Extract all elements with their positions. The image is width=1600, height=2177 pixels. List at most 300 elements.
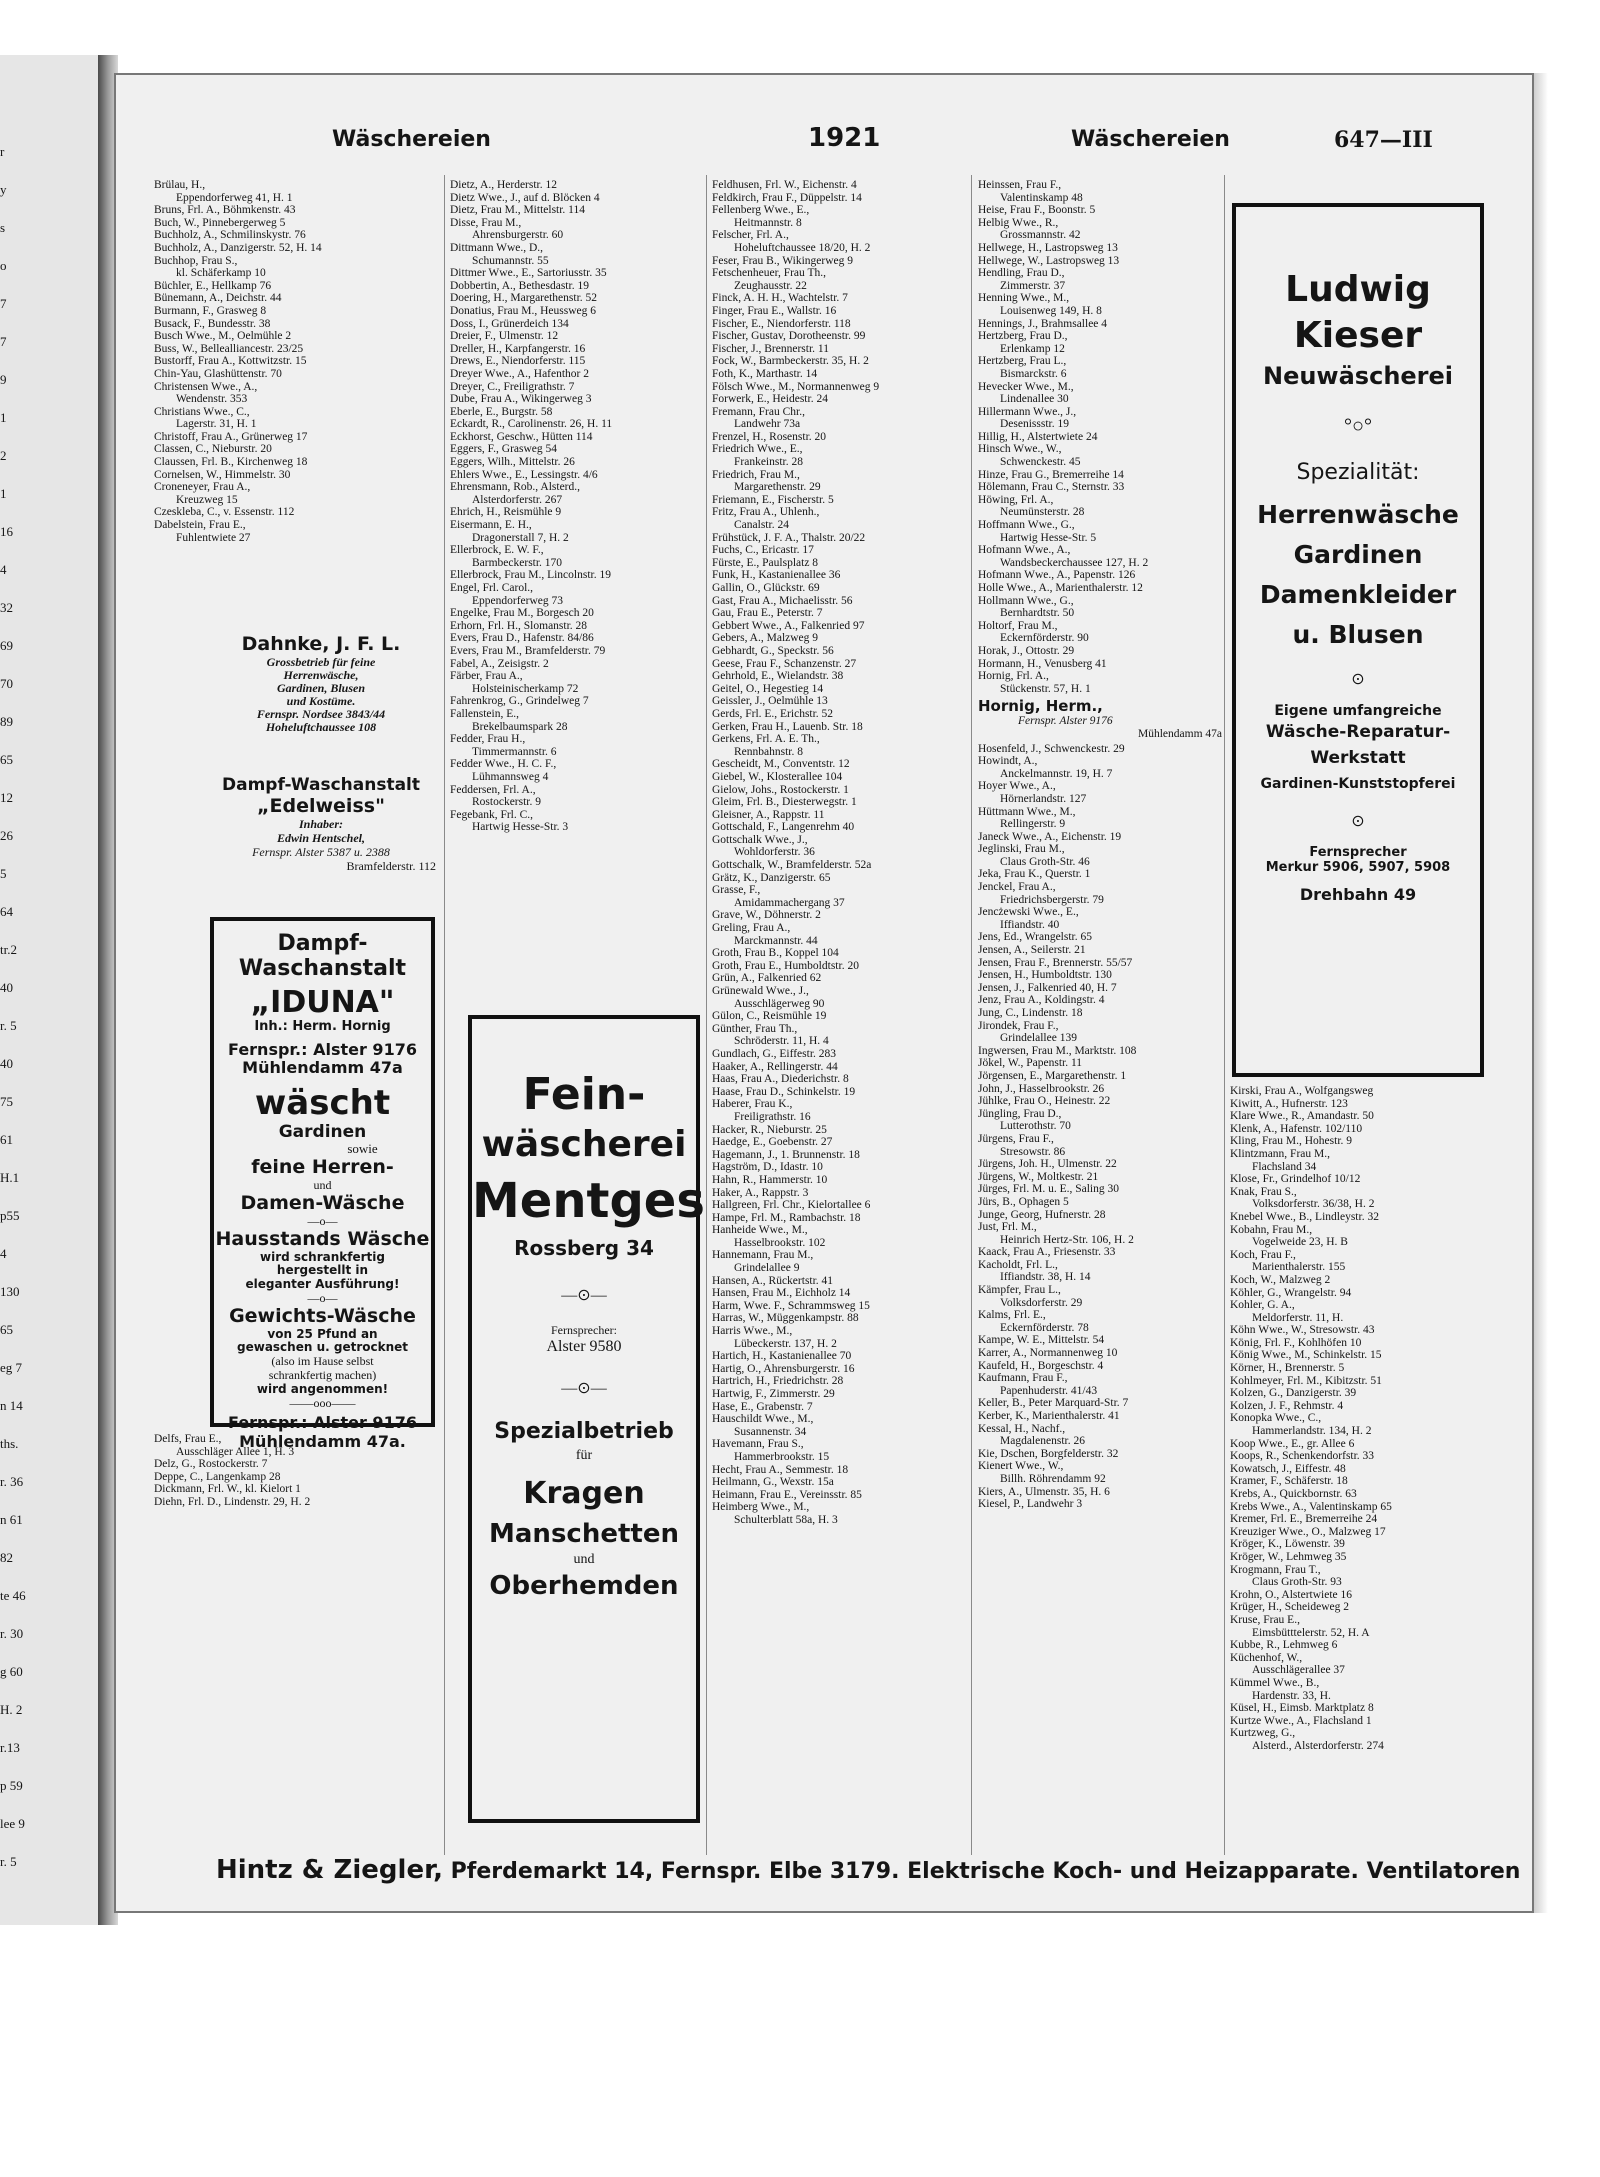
directory-entry-line: Eberle, E., Burgstr. 58 (450, 405, 553, 418)
directory-entry-line: Kalms, Frl. E., (978, 1309, 1046, 1322)
directory-entry-line: Koops, R., Schenkendorfstr. 33 (1230, 1450, 1375, 1463)
directory-entry-line: Hendling, Frau D., (978, 267, 1065, 280)
directory-entry-line: Kaufmann, Frau F., (978, 1372, 1068, 1385)
previous-page-fragment: 75 (0, 1094, 13, 1109)
directory-entry-line: Ingwersen, Frau M., Marktstr. 108 (978, 1044, 1137, 1057)
directory-entry-line: Kolzen, J. F., Rehmstr. 4 (1230, 1399, 1344, 1412)
directory-entry-line: Kramer, F., Schäferstr. 18 (1230, 1475, 1348, 1488)
directory-entry-line: Busack, F., Bundesstr. 38 (154, 317, 271, 330)
directory-entry-line: Kröger, K., Löwenstr. 39 (1230, 1538, 1345, 1551)
ad-kieser-line: Wäsche-Reparatur- (1265, 722, 1451, 742)
directory-entry-line: Czeskleba, C., v. Essenstr. 112 (154, 506, 295, 519)
directory-entry-line: Rellingerstr. 9 (1000, 818, 1066, 831)
ad-mentges-separator: —⊙— (561, 1287, 607, 1304)
directory-entry-line: Buss, W., Bellealliancestr. 23/25 (154, 342, 304, 355)
ad-dahnke (206, 633, 436, 734)
directory-entry-line: Dittmer Wwe., E., Sartoriusstr. 35 (450, 267, 607, 280)
ad-iduna-line: Dampf- (277, 931, 368, 956)
directory-entry-line: Hase, E., Grabenstr. 7 (712, 1400, 813, 1413)
directory-entry-line: Grätz, K., Danzigerstr. 65 (712, 871, 831, 884)
directory-entry-line: Kiwitt, A., Hufnerstr. 123 (1230, 1097, 1348, 1110)
directory-entry-line: Körner, H., Brennerstr. 5 (1230, 1362, 1345, 1375)
directory-entry-line: Köhn Wwe., W., Stresowstr. 43 (1230, 1324, 1375, 1337)
directory-entry-line: Claus Groth-Str. 93 (1252, 1576, 1342, 1589)
directory-entry-line: Köhler, G., Wrangelstr. 94 (1230, 1286, 1352, 1299)
ad-iduna-line: von 25 Pfund an (267, 1326, 378, 1341)
directory-entry-line: Kirski, Frau A., Wolfgangsweg (1230, 1085, 1374, 1097)
directory-entry-line: Ausschläger Allee 1, H. 3 (176, 1445, 295, 1458)
previous-page-fragment: 1 (0, 486, 7, 501)
directory-entry-line: Gallin, O., Glückstr. 69 (712, 582, 820, 594)
directory-entry-line: Hofmann Wwe., A., Papenstr. 126 (978, 569, 1136, 582)
ad-mentges-name: Mentges (472, 1173, 705, 1229)
directory-entry-line: Harm, Wwe. F., Schrammsweg 15 (712, 1299, 870, 1312)
hornig-notice (978, 697, 1222, 740)
directory-entry-line: Classen, C., Nieburstr. 20 (154, 443, 272, 456)
directory-entry-line: Krebs Wwe., A., Valentinskamp 65 (1230, 1500, 1392, 1513)
ad-iduna-line: wird schrankfertig (260, 1249, 385, 1264)
directory-entry-line: Schröderstr. 11, H. 4 (734, 1035, 829, 1048)
directory-entry-line: Fischer, J., Brennerstr. 11 (712, 342, 829, 355)
ad-iduna-name: „IDUNA" (250, 984, 395, 1020)
previous-page-fragment: 7 (0, 296, 7, 311)
directory-entry-line: Dragonerstall 7, H. 2 (472, 531, 569, 544)
directory-entry-line: Helbig Wwe., R., (978, 216, 1059, 229)
directory-entry-line: Giebel, W., Klosterallee 104 (712, 770, 843, 783)
directory-entry-line: Hansen, Frau M., Eichholz 14 (712, 1287, 851, 1300)
directory-entry-line: Koop Wwe., E., gr. Allee 6 (1230, 1437, 1355, 1450)
directory-entry-line: Kohler, G. A., (1230, 1299, 1295, 1312)
directory-entry-line: Grave, W., Döhnerstr. 2 (712, 909, 821, 922)
directory-entry-line: Jürgens, W., Moltkestr. 21 (978, 1170, 1099, 1183)
directory-entry-line: Forwerk, E., Heidestr. 24 (712, 393, 828, 406)
ad-iduna-line: hergestellt in (276, 1263, 369, 1278)
ad-iduna-line: Damen-Wäsche (240, 1192, 405, 1215)
directory-entry-line: Barmbeckerstr. 170 (472, 556, 563, 569)
directory-entry-line: Fuchs, C., Ericastr. 17 (712, 544, 814, 557)
directory-entry-line: Hahn, R., Hammerstr. 10 (712, 1173, 828, 1186)
ad-kieser-box (1232, 203, 1484, 1077)
directory-entry-line: Fedder Wwe., H. C. F., (450, 758, 557, 771)
directory-entry-line: Krogmann, Frau T., (1230, 1563, 1321, 1576)
directory-entry-line: Jenz, Frau A., Koldingstr. 4 (978, 994, 1105, 1007)
directory-entry-line: Grossmannstr. 42 (1000, 229, 1081, 242)
directory-entry-line: Volksdorferstr. 29 (1000, 1296, 1083, 1309)
directory-entry-line: Bismarckstr. 6 (1000, 367, 1067, 380)
directory-entry-line: Kurtzweg, G., (1230, 1727, 1296, 1740)
ad-iduna-phone: Fernspr.: Alster 9176 (228, 1413, 417, 1433)
directory-entry-line: Flachsland 34 (1252, 1160, 1317, 1173)
directory-entry-line: Bernhardtstr. 50 (1000, 607, 1075, 620)
column-rule (706, 175, 707, 1855)
directory-entry-line: Kurtze Wwe., A., Flachsland 1 (1230, 1714, 1372, 1727)
directory-entry-line: Wendenstr. 353 (176, 393, 248, 406)
previous-page-fragment: 16 (0, 524, 13, 539)
directory-entry-line: Heimberg Wwe., M., (712, 1501, 810, 1514)
previous-page-fragment: y (0, 182, 7, 197)
directory-entry-line: Kaack, Frau A., Friesenstr. 33 (978, 1246, 1116, 1259)
directory-entry-line: Keller, B., Peter Marquard-Str. 7 (978, 1397, 1129, 1410)
directory-entry-line: Desenissstr. 19 (1000, 418, 1069, 431)
directory-entry-line: Anckelmannstr. 19, H. 7 (1000, 767, 1113, 780)
directory-entry-line: Hanheide Wwe., M., (712, 1224, 808, 1237)
previous-page-fragment: 1 (0, 410, 7, 425)
directory-entry-line: Geese, Frau F., Schanzenstr. 27 (712, 657, 857, 670)
directory-entry-line: Fremann, Frau Chr., (712, 405, 805, 418)
ad-iduna-address: Mühlendamm 47a. (239, 1431, 406, 1451)
directory-entry-line: Horak, J., Ottostr. 29 (978, 644, 1075, 657)
directory-entry-line: Harris Wwe., M., (712, 1325, 793, 1338)
previous-page-fragment: 70 (0, 676, 13, 691)
directory-entry-line: kl. Schäferkamp 10 (176, 267, 266, 280)
directory-entry-line: Klose, Fr., Grindelhof 10/12 (1230, 1173, 1361, 1186)
directory-entry-line: Hennings, J., Brahmsallee 4 (978, 317, 1108, 330)
directory-entry-line: Dreyer, C., Freiligrathstr. 7 (450, 380, 575, 393)
directory-entry-line: Ehrich, H., Reismühle 9 (450, 506, 562, 519)
ad-edelweiss-name: „Edelweiss" (257, 795, 385, 817)
directory-entry-line: Gülon, C., Reismühle 19 (712, 1010, 827, 1023)
directory-entry-line: Heinssen, Frau F., (978, 179, 1062, 191)
ad-iduna-line: Waschanstalt (238, 956, 407, 982)
directory-entry-line: Klenk, A., Hafenstr. 102/110 (1230, 1122, 1363, 1135)
directory-entry-line: Kiers, A., Ulmenstr. 35, H. 6 (978, 1485, 1110, 1498)
directory-entry-line: Buchholz, A., Danzigerstr. 52, H. 14 (154, 241, 322, 254)
directory-entry-line: Feldkirch, Frau F., Düppelstr. 14 (712, 191, 862, 204)
ad-dahnke-line: Fernspr. Nordsee 3843/44 (256, 707, 386, 721)
directory-entry-line: Diehn, Frl. D., Lindenstr. 29, H. 2 (154, 1495, 311, 1508)
directory-entry-line: Zeughausstr. 22 (734, 279, 807, 292)
directory-entry-line: Jenckel, Frau A., (978, 881, 1056, 894)
previous-page-fragment: H. 2 (0, 1702, 23, 1717)
ad-kieser-line: Werkstatt (1310, 748, 1406, 768)
directory-entry-line: Delfs, Frau E., (154, 1433, 222, 1445)
directory-entry-line: Krüger, H., Scheideweg 2 (1230, 1601, 1349, 1614)
directory-entry-line: Frankeinstr. 28 (734, 456, 803, 469)
directory-entry-line: Hartwig Hesse-Str. 3 (472, 821, 569, 834)
directory-entry-line: Hartwig Hesse-Str. 5 (1000, 531, 1097, 544)
directory-entry-line: Billh. Röhrendamm 92 (1000, 1472, 1106, 1485)
directory-entry-line: Küsel, H., Eimsb. Marktplatz 8 (1230, 1702, 1374, 1715)
directory-entry-line: Buch, W., Pinnebergerweg 5 (154, 216, 286, 229)
directory-entry-line: Fritz, Frau A., Uhlenh., (712, 506, 820, 519)
directory-entry-line: Kruse, Frau E., (1230, 1613, 1300, 1626)
previous-page-fragment: 5 (0, 866, 7, 881)
ad-kieser-separator-icon: ⊙ (1351, 671, 1365, 688)
ad-dahnke-line: Grossbetrieb für feine (266, 655, 376, 669)
directory-entry-line: Kiesel, P., Landwehr 3 (978, 1498, 1083, 1511)
directory-entry-line: Fedder, Frau H., (450, 733, 526, 746)
directory-entry-line: Kümmel Wwe., B., (1230, 1676, 1320, 1689)
ad-mentges-box (468, 1015, 705, 1823)
directory-entry-line: Hörnerlandstr. 127 (1000, 792, 1087, 805)
directory-entry-line: Hollmann Wwe., G., (978, 594, 1074, 607)
directory-entry-line: Engel, Frl. Carol., (450, 582, 534, 594)
previous-page-fragment: 32 (0, 600, 13, 615)
ad-iduna-line: eleganter Ausführung! (245, 1277, 400, 1292)
directory-entry-line: Karrer, A., Normannenweg 10 (978, 1347, 1118, 1360)
directory-entry-line: Klintzmann, Frau M., (1230, 1147, 1330, 1160)
directory-entry-line: Hosenfeld, J., Schwenckestr. 29 (978, 742, 1125, 755)
footer-advertisement (216, 1855, 1520, 1885)
directory-entry-line: Gebhardt, G., Speckstr. 56 (712, 644, 834, 657)
previous-page-fragment: 9 (0, 372, 7, 387)
directory-entry-line: Hormann, H., Venusberg 41 (978, 657, 1107, 670)
directory-entry-line: Cornelsen, W., Himmelstr. 30 (154, 468, 291, 481)
directory-entry-line: Lübeckerstr. 137, H. 2 (734, 1337, 837, 1350)
directory-entry-line: Gehrhold, E., Wielandstr. 38 (712, 670, 844, 683)
directory-entry-line: Kobahn, Frau M., (1230, 1223, 1313, 1236)
directory-entry-line: Bustorff, Frau A., Kottwitzstr. 15 (154, 355, 307, 368)
ad-kieser-address: Drehbahn 49 (1299, 885, 1417, 904)
ad-kieser-separator-icon: ⊙ (1351, 813, 1365, 830)
directory-entry-line: Gundlach, G., Eiffestr. 283 (712, 1047, 837, 1060)
directory-entry-line: Holtorf, Frau M., (978, 619, 1058, 632)
ad-iduna-phone: Fernspr.: Alster 9176 (228, 1040, 417, 1060)
previous-page-fragment: r. 5 (0, 1018, 17, 1033)
directory-entry-line: Eckernförderstr. 78 (1000, 1321, 1089, 1334)
directory-entry-line: Neumünsterstr. 28 (1000, 506, 1085, 519)
directory-entry-line: Margarethenstr. 29 (734, 481, 821, 494)
directory-entry-line: Wandsbeckerchaussee 127, H. 2 (1000, 556, 1149, 569)
column-2-entries (450, 179, 702, 834)
previous-page-fragment: r.13 (0, 1740, 20, 1755)
directory-entry-line: Hammerbrookstr. 15 (734, 1450, 830, 1463)
directory-entry-line: Dickmann, Frl. W., kl. Kielort 1 (154, 1483, 301, 1496)
ad-edelweiss-line: Fernspr. Alster 5387 u. 2388 (252, 845, 390, 859)
directory-entry-line: Christians Wwe., C., (154, 405, 250, 418)
directory-entry-line: Foth, K., Marthastr. 14 (712, 367, 818, 380)
previous-page-fragment: o (0, 258, 7, 273)
previous-page-fragment: n 14 (0, 1398, 23, 1413)
directory-entry-line: Kienert Wwe., W., (978, 1460, 1064, 1473)
directory-entry-line: Finger, Frau E., Wallstr. 16 (712, 304, 837, 317)
directory-entry-line: Büchler, E., Hellkamp 76 (154, 279, 272, 292)
directory-entry-line: Kling, Frau M., Hohestr. 9 (1230, 1135, 1353, 1148)
previous-page-fragment: tr.2 (0, 942, 17, 957)
directory-entry-line: Grindelallee 139 (1000, 1032, 1077, 1045)
directory-entry-line: Landwehr 73a (734, 418, 801, 431)
directory-entry-line: Feser, Frau B., Wikingerweg 9 (712, 254, 853, 267)
ad-dahnke-line: und Kostüme. (286, 694, 356, 708)
ad-iduna-separator: ——ooo—— (289, 1395, 356, 1410)
directory-entry-line: Busch Wwe., M., Oelmühle 2 (154, 330, 292, 343)
directory-entry-line: Geissler, J., Oelmühle 13 (712, 695, 828, 708)
directory-entry-line: Hoyer Wwe., A., (978, 780, 1056, 793)
running-head-right: Wäschereien (1071, 127, 1230, 152)
column-3-entries (712, 179, 966, 1527)
directory-entry-line: Jirondek, Frau F., (978, 1019, 1059, 1032)
directory-entry-line: Hellwege, W., Lastropsweg 13 (978, 254, 1120, 267)
directory-entry-line: Grasse, F., (712, 884, 761, 897)
directory-entry-line: Evers, Frau D., Hafenstr. 84/86 (450, 632, 594, 645)
directory-entry-line: Knak, Frau S., (1230, 1185, 1297, 1198)
directory-entry-line: Holle Wwe., A., Marienthalerstr. 12 (978, 582, 1143, 594)
directory-entry-line: Hölemann, Frau C., Sternstr. 33 (978, 481, 1125, 494)
ad-mentges-line: Kragen (523, 1476, 645, 1511)
directory-entry-line: Hinsch Wwe., W., (978, 443, 1062, 456)
directory-entry-line: Hoffmann Wwe., G., (978, 519, 1075, 532)
directory-entry-line: Färber, Frau A., (450, 670, 523, 683)
directory-entry-line: Fabel, A., Zeisigstr. 2 (450, 657, 549, 670)
directory-entry-line: Dietz, A., Herderstr. 12 (450, 179, 557, 191)
directory-entry-line: Kröger, W., Lehmweg 35 (1230, 1550, 1347, 1563)
directory-entry-line: Brülau, H., (154, 179, 206, 191)
directory-entry-line: Eggers, F., Grasweg 54 (450, 443, 558, 456)
directory-entry-line: Kreuziger Wwe., O., Malzweg 17 (1230, 1525, 1386, 1538)
ad-edelweiss-line: Edwin Hentschel, (276, 831, 365, 845)
previous-page-fragment: p 59 (0, 1778, 23, 1793)
directory-entry-line: Hartrich, H., Friedrichstr. 28 (712, 1375, 844, 1388)
directory-entry-line: Burmann, F., Grasweg 8 (154, 304, 267, 317)
directory-entry-line: Dietz Wwe., J., auf d. Blöcken 4 (450, 191, 600, 204)
directory-entry-line: Hellwege, H., Lastropsweg 13 (978, 241, 1118, 254)
directory-entry-line: Rennbahnstr. 8 (734, 745, 803, 758)
ad-dahnke-title: Dahnke, J. F. L. (241, 633, 401, 655)
directory-entry-line: Hallgreen, Frl. Chr., Kielortallee 6 (712, 1199, 871, 1212)
previous-page-fragment: s (0, 220, 6, 235)
previous-page-fragment: r. 5 (0, 1854, 17, 1869)
directory-entry-line: Kerber, K., Marienthalerstr. 41 (978, 1410, 1120, 1422)
previous-page-fragment: 26 (0, 828, 13, 843)
previous-page-fragment: te 46 (0, 1588, 26, 1603)
directory-entry-line: Eisermann, E. H., (450, 519, 532, 532)
previous-page-fragment: r (0, 144, 5, 159)
directory-entry-line: Jeka, Frau K., Querstr. 1 (978, 868, 1091, 881)
column-5-entries (1230, 1085, 1522, 1752)
running-head-left: Wäschereien (332, 127, 491, 152)
previous-page-fragment: 2 (0, 448, 7, 463)
directory-entry-line: Gerkens, Frl. A. E. Th., (712, 733, 820, 746)
ad-kieser-line: Eigene umfangreiche (1274, 703, 1442, 719)
directory-entry-line: Gau, Frau E., Peterstr. 7 (712, 607, 823, 620)
directory-entry-line: Grün, A., Falkenried 62 (712, 972, 822, 985)
directory-entry-line: Louisenweg 149, H. 8 (1000, 304, 1102, 317)
directory-entry-line: Jeglinski, Frau M., (978, 843, 1065, 856)
previous-page-fragment: 4 (0, 1246, 7, 1261)
directory-entry-line: Buchholz, A., Schmilinskystr. 76 (154, 229, 306, 242)
ad-edelweiss-title: Dampf-Waschanstalt (221, 775, 420, 795)
directory-entry-line: Hartig, O., Ahrensburgerstr. 16 (712, 1362, 855, 1375)
directory-entry-line: Gleisner, A., Rappstr. 11 (712, 808, 825, 821)
directory-entry-line: Jürgens, Joh. H., Ulmenstr. 22 (978, 1158, 1117, 1171)
directory-entry-line: Eckernförderstr. 90 (1000, 632, 1089, 645)
previous-page-fragment: ths. (0, 1436, 19, 1451)
ad-dahnke-line: Hoheluftchaussee 108 (265, 720, 377, 734)
ad-iduna-line: und (313, 1178, 332, 1193)
directory-entry-line: Koch, Frau F., (1230, 1248, 1296, 1261)
directory-entry-line: Heilmann, G., Wexstr. 15a (712, 1476, 834, 1489)
directory-entry-line: Hauschildt Wwe., M., (712, 1413, 814, 1426)
directory-entry-line: Koch, W., Malzweg 2 (1230, 1273, 1331, 1286)
directory-entry-line: Schumannstr. 55 (472, 254, 549, 267)
directory-entry-line: Kreuzweg 15 (176, 493, 238, 506)
ad-iduna-separator: —o— (307, 1290, 338, 1305)
directory-entry-line: Deppe, C., Langenkamp 28 (154, 1470, 281, 1483)
directory-entry-line: Valentinskamp 48 (1000, 191, 1083, 204)
directory-entry-line: Engelke, Frau M., Borgesch 20 (450, 607, 594, 620)
directory-entry-line: Gescheidt, M., Conventstr. 12 (712, 758, 850, 771)
directory-page (114, 73, 1534, 1913)
directory-entry-line: Christoff, Frau A., Grünerweg 17 (154, 430, 308, 443)
directory-entry-line: Brekelbaumspark 28 (472, 720, 568, 733)
directory-entry-line: Ausschlägerweg 90 (734, 997, 825, 1010)
directory-entry-line: Friemann, E., Fischerstr. 5 (712, 493, 834, 506)
directory-entry-line: Delz, G., Rostockerstr. 7 (154, 1458, 268, 1471)
directory-entry-line: Volksdorferstr. 36/38, H. 2 (1252, 1198, 1375, 1211)
directory-entry-line: Fegebank, Frl. C., (450, 808, 534, 821)
directory-entry-line: Holsteinischerkamp 72 (472, 682, 579, 695)
directory-entry-line: Haas, Frau A., Diederichstr. 8 (712, 1073, 849, 1086)
ad-iduna-line: wird angenommen! (256, 1381, 389, 1396)
ad-iduna-box (210, 917, 435, 1451)
directory-entry-line: Gast, Frau A., Michaelisstr. 56 (712, 594, 853, 607)
ad-mentges-line: wäscherei (481, 1124, 687, 1165)
column-1-bottom-entries (154, 1433, 440, 1509)
ad-iduna-line: feine Herren- (251, 1156, 394, 1179)
directory-entry-line: Stresowstr. 86 (1000, 1145, 1066, 1158)
ad-mentges-line: Spezialbetrieb (494, 1419, 674, 1444)
ad-kieser-line: Fernsprecher (1309, 845, 1407, 860)
directory-entry-line: Drews, E., Niendorferstr. 115 (450, 355, 586, 368)
directory-entry-line: Dobbertin, A., Bethesdastr. 19 (450, 279, 589, 292)
directory-entry-line: Lindenallee 30 (1000, 393, 1069, 406)
directory-entry-line: Bünemann, A., Deichstr. 44 (154, 292, 282, 305)
directory-entry-line: Kacholdt, Frl. L., (978, 1258, 1058, 1271)
footer-firm: Hintz & Ziegler, (216, 1855, 443, 1885)
ad-mentges-line: und (573, 1552, 595, 1567)
directory-entry-line: Dreyer Wwe., A., Hafenthor 2 (450, 367, 590, 380)
directory-entry-line: Höwing, Frl. A., (978, 493, 1054, 506)
ad-iduna-line: Gardinen (278, 1121, 367, 1142)
hornig-notice-line: Mühlendamm 47a (1138, 727, 1222, 740)
directory-entry-line: Havemann, Frau S., (712, 1438, 804, 1451)
directory-entry-line: Dreier, F., Ulmenstr. 12 (450, 330, 559, 343)
directory-entry-line: Jüngling, Frau D., (978, 1107, 1062, 1120)
directory-entry-line: Feddersen, Frl. A., (450, 783, 536, 796)
directory-entry-line: Fellenberg Wwe., E., (712, 204, 810, 217)
directory-entry-line: Wohldorferstr. 36 (734, 846, 815, 859)
previous-page-fragment: 65 (0, 752, 13, 767)
ad-iduna-line: Inh.: Herm. Hornig (254, 1019, 391, 1035)
ad-edelweiss-line: Bramfelderstr. 112 (346, 859, 436, 873)
directory-entry-line: Günther, Frau Th., (712, 1022, 798, 1035)
directory-entry-line: Donatius, Frau M., Heussweg 6 (450, 304, 596, 317)
previous-page-fragment: 7 (0, 334, 7, 349)
directory-entry-line: Jensen, A., Seilerstr. 21 (978, 944, 1086, 957)
directory-entry-line: Timmermannstr. 6 (472, 745, 557, 758)
ad-mentges-address: Rossberg 34 (514, 1236, 654, 1260)
directory-entry-line: Erlenkamp 12 (1000, 342, 1065, 355)
previous-page-fragment: 61 (0, 1132, 13, 1147)
directory-entry-line: Ellerbrock, E. W. F., (450, 544, 544, 557)
directory-entry-line: Friedrichsbergerstr. 79 (1000, 893, 1104, 906)
column-rule (444, 175, 445, 1855)
page-number: 647—III (1334, 127, 1433, 153)
directory-entry-line: Heise, Frau F., Boonstr. 5 (978, 204, 1096, 217)
directory-entry-line: Hecht, Frau A., Semmestr. 18 (712, 1463, 849, 1476)
previous-page-fragment: g 60 (0, 1664, 23, 1679)
ad-mentges-line: Fein- (522, 1069, 646, 1120)
previous-page-fragment: p55 (0, 1208, 20, 1223)
directory-entry-line: Fürste, E., Paulsplatz 8 (712, 556, 819, 569)
directory-entry-line: Canalstr. 24 (734, 519, 789, 532)
directory-entry-line: König Wwe., M., Schinkelstr. 15 (1230, 1349, 1382, 1362)
directory-entry-line: Janeck Wwe., A., Eichenstr. 19 (978, 830, 1122, 843)
directory-entry-line: Greling, Frau A., (712, 922, 791, 935)
directory-entry-line: Fetschenheuer, Frau Th., (712, 267, 826, 280)
directory-entry-line: Claussen, Frl. B., Kirchenweg 18 (154, 456, 308, 469)
ad-iduna-line: Gewichts-Wäsche (229, 1304, 416, 1327)
